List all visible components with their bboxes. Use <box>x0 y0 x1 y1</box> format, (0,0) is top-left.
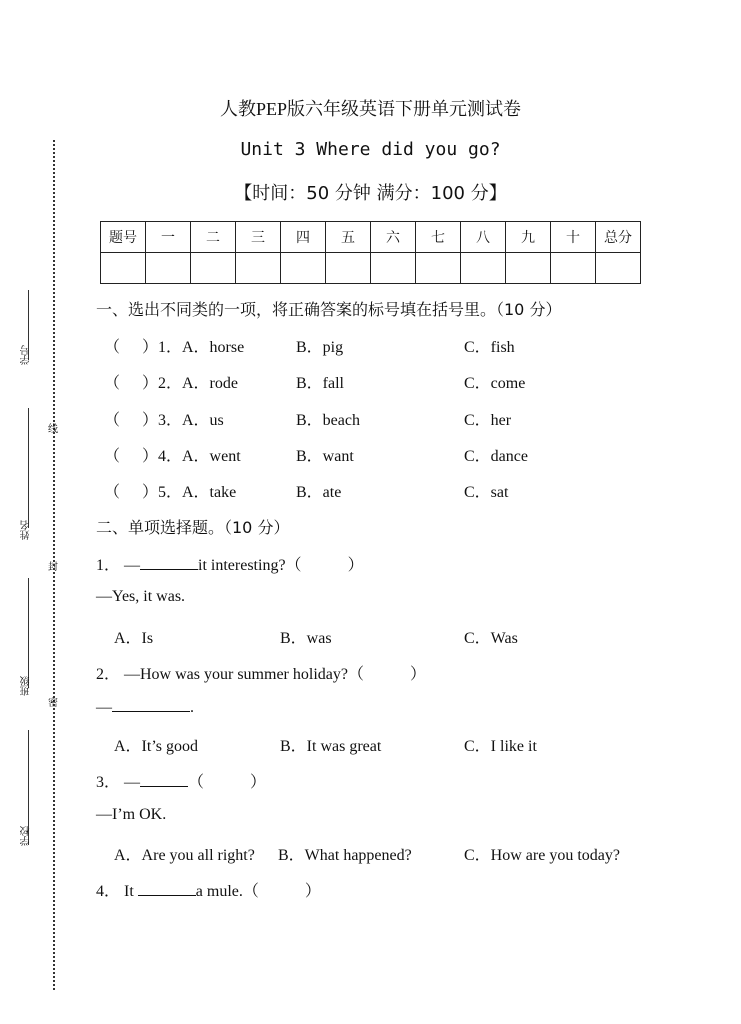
school-label: 学校 <box>21 826 32 846</box>
mc-q3-prefix: 3． — <box>96 774 141 791</box>
q3-option-b: B．beach <box>296 412 360 429</box>
answer-blank[interactable] <box>140 772 188 787</box>
score-cell[interactable] <box>326 253 371 284</box>
score-cell[interactable] <box>416 253 461 284</box>
score-header-cell: 二 <box>191 222 236 253</box>
score-header-cell: 总分 <box>596 222 641 253</box>
period: . <box>190 699 194 716</box>
score-table <box>100 221 641 284</box>
q5-option-b: B．ate <box>296 484 342 501</box>
score-header-cell: 题号 <box>101 222 146 253</box>
score-cell[interactable] <box>146 253 191 284</box>
q3-option-c: C．her <box>464 412 512 429</box>
mc-q2-prefix: 2． —How was your summer holiday?（ <box>96 666 364 683</box>
mc-q2-option-c: C．I like it <box>464 738 537 755</box>
mc-q4-text: a mule.（ <box>195 883 259 900</box>
name-line <box>28 408 29 528</box>
unit-subtitle: Unit 3 Where did you go? <box>240 139 501 160</box>
seal-char-seal: 封 <box>48 562 58 573</box>
q1-option-c: C．fish <box>464 339 515 356</box>
q1-option-a: ）1．A．horse <box>142 339 245 356</box>
mc-q4-prefix: 4． It <box>96 883 138 900</box>
mc-q4-stem <box>96 878 321 901</box>
score-header-cell: 五 <box>326 222 371 253</box>
section2-heading: 二、单项选择题。（10 分） <box>96 518 290 537</box>
score-cell[interactable] <box>371 253 416 284</box>
mc-q1-prefix: 1． — <box>96 557 141 574</box>
q1-option-b: B．pig <box>296 339 344 356</box>
seal-char-secret: 密 <box>48 698 58 709</box>
score-cell[interactable] <box>236 253 281 284</box>
score-cell[interactable] <box>551 253 596 284</box>
score-header-cell: 八 <box>461 222 506 253</box>
q4-option-a: ）4．A．went <box>142 448 241 465</box>
q2-option-a: ）2．A．rode <box>142 375 238 392</box>
mc-q1-answer: —Yes, it was. <box>96 588 186 605</box>
answer-bracket-open: （ <box>104 484 121 501</box>
mc-q3-stem <box>96 769 266 792</box>
mc-q1-option-b: B．was <box>280 630 332 647</box>
score-header-row <box>101 222 641 253</box>
mc-q3-option-b: B．What happened? <box>278 847 412 864</box>
score-header-cell: 六 <box>371 222 416 253</box>
mc-q3-option-a: A．Are you all right? <box>114 847 255 864</box>
score-cell[interactable] <box>596 253 641 284</box>
answer-blank[interactable] <box>140 555 198 570</box>
mc-q1-option-c: C．Was <box>464 630 518 647</box>
mc-q2-option-b: B．It was great <box>280 738 382 755</box>
time-score-info: 【时间：50 分钟 满分：100 分】 <box>234 183 507 204</box>
score-cell[interactable] <box>281 253 326 284</box>
answer-blank[interactable] <box>112 697 190 712</box>
mc-q1-text: it interesting?（ <box>198 557 302 574</box>
mc-q1-option-a: A．Is <box>114 630 154 647</box>
score-header-cell: 七 <box>416 222 461 253</box>
score-value-row <box>101 253 641 284</box>
score-header-cell: 四 <box>281 222 326 253</box>
score-header-cell: 九 <box>506 222 551 253</box>
seal-char-line: 线 <box>48 424 58 435</box>
student-id-label: 学号 <box>21 345 32 365</box>
name-label: 姓名 <box>21 520 32 540</box>
answer-bracket-open: （ <box>104 448 121 465</box>
bracket-close: ） <box>304 883 321 900</box>
answer-bracket-open: （ <box>104 375 121 392</box>
score-cell[interactable] <box>461 253 506 284</box>
q2-option-c: C．come <box>464 375 526 392</box>
q3-option-a: ）3．A．us <box>142 412 224 429</box>
score-header-cell: 十 <box>551 222 596 253</box>
page-title: 人教PEP版六年级英语下册单元测试卷 <box>219 99 521 119</box>
q5-option-c: C．sat <box>464 484 509 501</box>
score-cell[interactable] <box>506 253 551 284</box>
class-line <box>28 578 29 688</box>
answer-bracket-open: （ <box>104 339 121 356</box>
dash: — <box>96 699 112 716</box>
score-header-cell: 三 <box>236 222 281 253</box>
answer-blank[interactable] <box>138 881 196 896</box>
q4-option-b: B．want <box>296 448 354 465</box>
q2-option-b: B．fall <box>296 375 344 392</box>
q5-option-a: ）5．A．take <box>142 484 237 501</box>
score-header-cell: 一 <box>146 222 191 253</box>
mc-q2-option-a: A．It’s good <box>114 738 199 755</box>
class-label: 班级 <box>21 676 32 696</box>
score-cell[interactable] <box>101 253 146 284</box>
section1-heading: 一、选出不同类的一项，将正确答案的标号填在括号里。（10 分） <box>96 300 562 319</box>
mc-q3-option-c: C．How are you today? <box>464 847 620 864</box>
bracket-close: ） <box>250 774 267 791</box>
mc-q1-stem <box>96 552 364 575</box>
mc-q3-answer: —I’m OK. <box>96 806 167 823</box>
bracket-close: ） <box>347 557 364 574</box>
score-cell[interactable] <box>191 253 236 284</box>
mc-q2-stem <box>96 661 426 684</box>
bracket-close: ） <box>409 666 426 683</box>
answer-bracket-open: （ <box>104 412 121 429</box>
q4-option-c: C．dance <box>464 448 528 465</box>
mc-q2-answer <box>96 697 194 717</box>
bracket-open: （ <box>188 774 205 791</box>
